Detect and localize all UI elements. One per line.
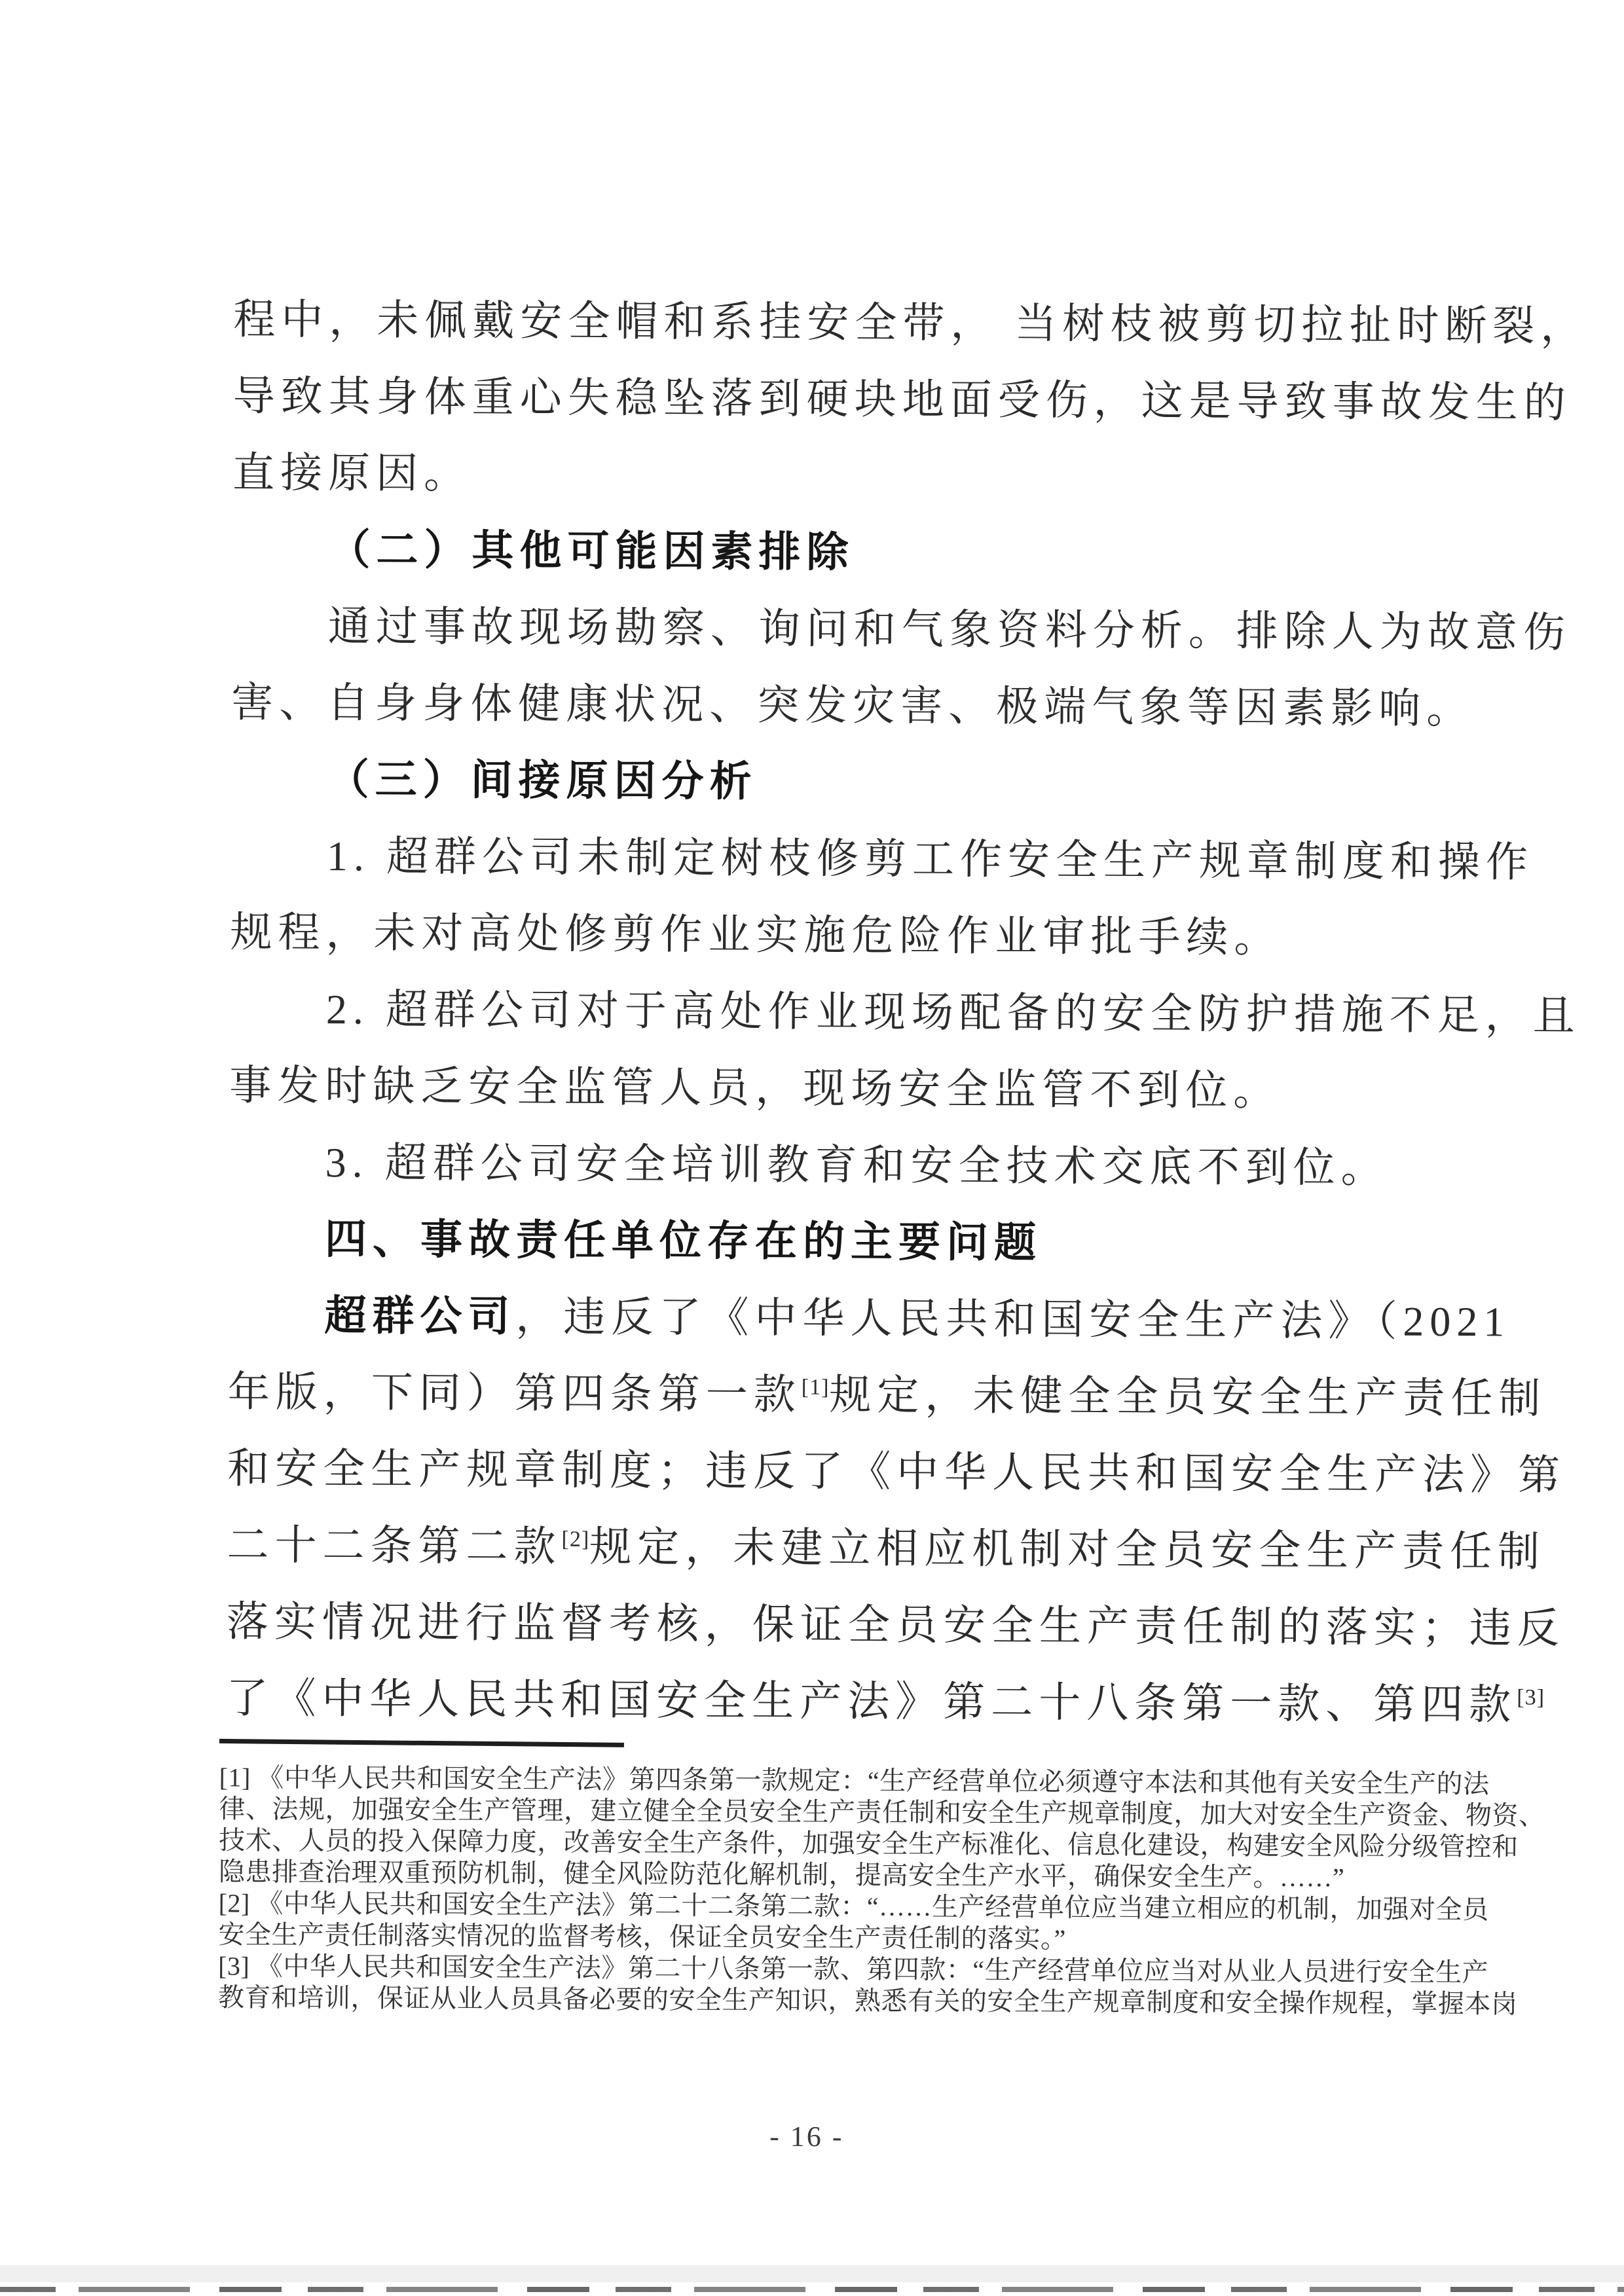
footnote-line: 技术、人员的投入保障力度，改善安全生产条件，加强安全生产标准化、信息化建设，构建安全风险分级管控和 (219, 1825, 1519, 1862)
footnote-line: 律、法规，加强安全生产管理，建立健全全员安全生产责任制和安全生产规章制度，加大对安全生产资金、物资、 (219, 1794, 1545, 1831)
footnote-line: 教育和培训，保证从业人员具备必要的安全生产知识，熟悉有关的安全生产规章制度和安全操作规程，掌握本岗 (217, 1982, 1518, 2019)
footnote-line: [2] 《中华人民共和国安全生产法》第二十二条第二款：“……生产经营单位应当建立相应的机制，加强对全员 (218, 1888, 1489, 1925)
body-line: 落实情况进行监督考核，保证全员安全生产责任制的落实；违反 (226, 1598, 1566, 1652)
body-line: 3. 超群公司安全培训教育和安全技术交底不到位。 (325, 1139, 1389, 1192)
body-line: 导致其身体重心失稳坠落到硬块地面受伤，这是导致事故发生的 (232, 373, 1572, 427)
body-line: 直接原因。 (232, 449, 472, 498)
body-line: 2. 超群公司对于高处作业现场配备的安全防护措施不足，且 (325, 986, 1581, 1040)
footnote-ref: [1] (801, 1375, 830, 1400)
body-line: 了《中华人民共和国安全生产法》第二十八条第一款、第四款[3] (226, 1675, 1545, 1728)
body-line: 1. 超群公司未制定树枝修剪工作安全生产规章制度和操作 (326, 833, 1534, 886)
body-line: 事发时缺乏安全监管人员，现场安全监管不到位。 (229, 1062, 1282, 1114)
body-line: 超群公司，违反了《中华人民共和国安全生产法》（2021 (324, 1292, 1511, 1345)
body-line: 四、事故责任单位存在的主要问题 (324, 1216, 1043, 1266)
footnotes (217, 1762, 1545, 2020)
body-line: 害、自身身体健康状况、突发灾害、极端气象等因素影响。 (231, 679, 1475, 733)
footnote-line: 隐患排查治理双重预防机制，健全风险防范化解机制，提高安全生产水平，确保安全生产。……” (218, 1857, 1345, 1893)
body-line: 二十二条第二款[2]规定，未建立相应机制对全员安全生产责任制 (227, 1522, 1546, 1575)
body-line: （二）其他可能因素排除 (328, 526, 855, 576)
body-line: 程中，未佩戴安全帽和系挂安全带， 当树枝被剪切拉扯时断裂， (233, 296, 1589, 350)
scan-artifact-band (0, 2265, 1624, 2282)
scan-artifact-edge (0, 2287, 1624, 2292)
footnote-line: 安全生产责任制落实情况的监督考核，保证全员安全生产责任制的落实。” (218, 1920, 1066, 1954)
footnote-line: [3] 《中华人民共和国安全生产法》第二十八条第一款、第四款：“生产经营单位应当对从业人员进行安全生产 (218, 1951, 1489, 1988)
body-line: 和安全生产规章制度；违反了《中华人民共和国安全生产法》第 (227, 1445, 1566, 1499)
footnote-ref: [2] (561, 1527, 590, 1552)
page-number: - 16 - (769, 2120, 844, 2153)
body-line: （三）间接原因分析 (327, 756, 758, 805)
footnote-line: [1] 《中华人民共和国安全生产法》第四条第一款规定：“生产经营单位必须遵守本法和其他有关安全生产的法 (219, 1762, 1490, 1799)
body-line: 通过事故现场勘察、询问和气象资料分析。排除人为故意伤 (327, 603, 1572, 657)
body-line: 年版，下同）第四条第一款[1]规定，未健全全员安全生产责任制 (227, 1368, 1547, 1422)
body-line: 规程，未对高处修剪作业实施危险作业审批手续。 (230, 909, 1282, 961)
body-text (226, 281, 1589, 1743)
footnote-ref: [3] (1517, 1685, 1545, 1710)
footnote-separator (219, 1739, 624, 1747)
